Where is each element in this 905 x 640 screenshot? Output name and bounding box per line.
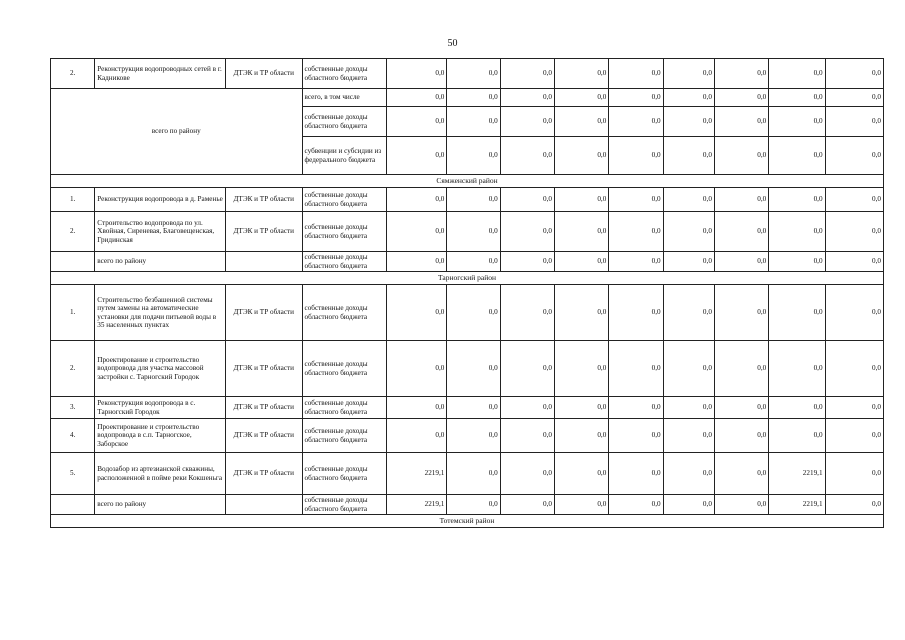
- value-cell: 0,0: [500, 137, 554, 175]
- district-name: Тарногский район: [51, 272, 884, 285]
- value-cell: 0,0: [769, 212, 825, 252]
- value-cell: 0,0: [500, 419, 554, 453]
- empty-cell: [226, 495, 302, 515]
- row-number: 2.: [51, 341, 95, 397]
- funding-source: собственные доходы областного бюджета: [302, 453, 387, 495]
- value-cell: 0,0: [714, 188, 768, 212]
- value-cell: 0,0: [554, 188, 608, 212]
- value-cell: 0,0: [825, 188, 883, 212]
- value-cell: 0,0: [447, 252, 500, 272]
- empty-cell: [51, 252, 95, 272]
- value-cell: 0,0: [825, 397, 883, 419]
- funding-source: собственные доходы областного бюджета: [302, 107, 387, 137]
- funding-source: субвенции и субсидии из федерального бюджета: [302, 137, 387, 175]
- value-cell: 0,0: [387, 419, 447, 453]
- value-cell: 0,0: [825, 495, 883, 515]
- value-cell: 0,0: [663, 285, 714, 341]
- value-cell: 0,0: [500, 285, 554, 341]
- funding-source: собственные доходы областного бюджета: [302, 495, 387, 515]
- row-number: 1.: [51, 188, 95, 212]
- value-cell: 0,0: [500, 495, 554, 515]
- value-cell: 0,0: [447, 107, 500, 137]
- value-cell: 0,0: [769, 419, 825, 453]
- funding-source: всего, в том числе: [302, 89, 387, 107]
- project-row: [51, 188, 884, 212]
- value-cell: 0,0: [769, 107, 825, 137]
- responsible-org: ДТЭК и ТР области: [226, 453, 302, 495]
- value-cell: 0,0: [663, 188, 714, 212]
- empty-cell: [51, 495, 95, 515]
- value-cell: 0,0: [714, 419, 768, 453]
- value-cell: 0,0: [769, 89, 825, 107]
- value-cell: 0,0: [714, 107, 768, 137]
- value-cell: 0,0: [714, 341, 768, 397]
- value-cell: 0,0: [500, 397, 554, 419]
- value-cell: 0,0: [554, 453, 608, 495]
- district-header-row: [51, 272, 884, 285]
- funding-source: собственные доходы областного бюджета: [302, 341, 387, 397]
- value-cell: 0,0: [554, 341, 608, 397]
- value-cell: 2219,1: [769, 453, 825, 495]
- value-cell: 0,0: [554, 89, 608, 107]
- project-name: Строительство водопровода по ул. Хвойная, Сиреневая, Благовещенская, Гридинская: [95, 212, 226, 252]
- district-header-row: [51, 175, 884, 188]
- value-cell: 0,0: [609, 137, 663, 175]
- value-cell: 0,0: [554, 137, 608, 175]
- value-cell: 0,0: [663, 397, 714, 419]
- responsible-org: ДТЭК и ТР области: [226, 397, 302, 419]
- value-cell: 0,0: [825, 453, 883, 495]
- value-cell: 0,0: [387, 188, 447, 212]
- responsible-org: ДТЭК и ТР области: [226, 419, 302, 453]
- row-number: 2.: [51, 212, 95, 252]
- value-cell: 0,0: [500, 59, 554, 89]
- value-cell: 0,0: [554, 285, 608, 341]
- responsible-org: ДТЭК и ТР области: [226, 341, 302, 397]
- row-number: 4.: [51, 419, 95, 453]
- value-cell: 0,0: [500, 212, 554, 252]
- value-cell: 0,0: [609, 495, 663, 515]
- district-total-row: [51, 89, 884, 107]
- value-cell: 0,0: [609, 212, 663, 252]
- total-label: всего по району: [51, 89, 303, 175]
- responsible-org: ДТЭК и ТР области: [226, 59, 302, 89]
- value-cell: 0,0: [663, 252, 714, 272]
- value-cell: 0,0: [609, 252, 663, 272]
- funding-source: собственные доходы областного бюджета: [302, 188, 387, 212]
- project-row: [51, 212, 884, 252]
- value-cell: 0,0: [447, 419, 500, 453]
- project-name: Реконструкция водопровода в с. Тарногский Городок: [95, 397, 226, 419]
- project-row: [51, 453, 884, 495]
- project-row: [51, 419, 884, 453]
- value-cell: 0,0: [663, 419, 714, 453]
- row-number: 3.: [51, 397, 95, 419]
- value-cell: 0,0: [714, 285, 768, 341]
- value-cell: 0,0: [825, 107, 883, 137]
- project-name: Строительство безбашенной системы путем замены на автоматические установки для подачи питьевой воды в 35 населенных пунктах: [95, 285, 226, 341]
- total-label: всего по району: [95, 495, 226, 515]
- project-name: Проектирование и строительство водопровода в с.п. Тарногское, Заборское: [95, 419, 226, 453]
- value-cell: 0,0: [825, 59, 883, 89]
- project-row: [51, 285, 884, 341]
- value-cell: 0,0: [387, 107, 447, 137]
- value-cell: 0,0: [714, 59, 768, 89]
- funding-source: собственные доходы областного бюджета: [302, 285, 387, 341]
- district-total-row: [51, 252, 884, 272]
- value-cell: 0,0: [825, 137, 883, 175]
- value-cell: 0,0: [609, 89, 663, 107]
- value-cell: 0,0: [387, 397, 447, 419]
- value-cell: 0,0: [714, 89, 768, 107]
- district-name: Тотемский район: [51, 515, 884, 528]
- budget-table: [50, 58, 884, 528]
- project-name: Проектирование и строительство водопровода для участка массовой застройки с. Тарногский Городок: [95, 341, 226, 397]
- value-cell: 0,0: [554, 419, 608, 453]
- value-cell: 0,0: [769, 397, 825, 419]
- value-cell: 0,0: [769, 252, 825, 272]
- value-cell: 0,0: [387, 212, 447, 252]
- value-cell: 0,0: [714, 137, 768, 175]
- value-cell: 0,0: [663, 107, 714, 137]
- value-cell: 0,0: [663, 495, 714, 515]
- value-cell: 0,0: [769, 285, 825, 341]
- value-cell: 0,0: [447, 397, 500, 419]
- responsible-org: ДТЭК и ТР области: [226, 188, 302, 212]
- value-cell: 0,0: [447, 188, 500, 212]
- value-cell: 0,0: [447, 495, 500, 515]
- funding-source: собственные доходы областного бюджета: [302, 212, 387, 252]
- value-cell: 0,0: [554, 107, 608, 137]
- row-number: 1.: [51, 285, 95, 341]
- value-cell: 0,0: [387, 59, 447, 89]
- value-cell: 0,0: [500, 107, 554, 137]
- page-number: 50: [447, 38, 458, 49]
- value-cell: 0,0: [609, 59, 663, 89]
- value-cell: 0,0: [500, 89, 554, 107]
- value-cell: 0,0: [825, 212, 883, 252]
- value-cell: 0,0: [609, 419, 663, 453]
- value-cell: 0,0: [663, 341, 714, 397]
- value-cell: 2219,1: [387, 453, 447, 495]
- value-cell: 0,0: [387, 252, 447, 272]
- value-cell: 0,0: [769, 188, 825, 212]
- value-cell: 0,0: [609, 397, 663, 419]
- value-cell: 0,0: [387, 285, 447, 341]
- district-total-row: [51, 495, 884, 515]
- value-cell: 0,0: [825, 285, 883, 341]
- value-cell: 0,0: [609, 107, 663, 137]
- value-cell: 0,0: [769, 137, 825, 175]
- value-cell: 0,0: [447, 212, 500, 252]
- district-header-row: [51, 515, 884, 528]
- value-cell: 0,0: [769, 59, 825, 89]
- value-cell: 0,0: [663, 137, 714, 175]
- value-cell: 0,0: [609, 188, 663, 212]
- value-cell: 0,0: [714, 495, 768, 515]
- value-cell: 0,0: [554, 212, 608, 252]
- value-cell: 0,0: [387, 137, 447, 175]
- responsible-org: ДТЭК и ТР области: [226, 285, 302, 341]
- value-cell: 0,0: [663, 212, 714, 252]
- value-cell: 0,0: [663, 89, 714, 107]
- value-cell: 0,0: [714, 397, 768, 419]
- value-cell: 0,0: [387, 341, 447, 397]
- total-label: всего по району: [95, 252, 226, 272]
- value-cell: 0,0: [609, 453, 663, 495]
- value-cell: 0,0: [500, 453, 554, 495]
- row-number: 2.: [51, 59, 95, 89]
- value-cell: 0,0: [447, 453, 500, 495]
- value-cell: 0,0: [714, 252, 768, 272]
- value-cell: 0,0: [447, 341, 500, 397]
- project-row: [51, 341, 884, 397]
- project-name: Водозабор из артезианской скважины, расположенной в пойме реки Кокшеньга: [95, 453, 226, 495]
- project-name: Реконструкция водопроводных сетей в г. Кадникове: [95, 59, 226, 89]
- value-cell: 0,0: [554, 397, 608, 419]
- value-cell: 0,0: [714, 453, 768, 495]
- value-cell: 0,0: [609, 341, 663, 397]
- value-cell: 0,0: [447, 137, 500, 175]
- value-cell: 0,0: [447, 89, 500, 107]
- value-cell: 0,0: [554, 252, 608, 272]
- district-name: Сямженский район: [51, 175, 884, 188]
- value-cell: 0,0: [825, 341, 883, 397]
- value-cell: 0,0: [387, 89, 447, 107]
- value-cell: 0,0: [609, 285, 663, 341]
- funding-source: собственные доходы областного бюджета: [302, 59, 387, 89]
- project-row: [51, 397, 884, 419]
- value-cell: 0,0: [825, 89, 883, 107]
- value-cell: 0,0: [663, 59, 714, 89]
- value-cell: 0,0: [447, 59, 500, 89]
- funding-source: собственные доходы областного бюджета: [302, 397, 387, 419]
- funding-source: собственные доходы областного бюджета: [302, 252, 387, 272]
- value-cell: 0,0: [769, 341, 825, 397]
- value-cell: 0,0: [825, 252, 883, 272]
- responsible-org: ДТЭК и ТР области: [226, 212, 302, 252]
- funding-source: собственные доходы областного бюджета: [302, 419, 387, 453]
- value-cell: 0,0: [500, 188, 554, 212]
- row-number: 5.: [51, 453, 95, 495]
- value-cell: 2219,1: [387, 495, 447, 515]
- empty-cell: [226, 252, 302, 272]
- value-cell: 2219,1: [769, 495, 825, 515]
- project-name: Реконструкция водопровода в д. Раменье: [95, 188, 226, 212]
- value-cell: 0,0: [554, 59, 608, 89]
- value-cell: 0,0: [554, 495, 608, 515]
- value-cell: 0,0: [500, 341, 554, 397]
- value-cell: 0,0: [500, 252, 554, 272]
- value-cell: 0,0: [714, 212, 768, 252]
- project-row: [51, 59, 884, 89]
- value-cell: 0,0: [447, 285, 500, 341]
- value-cell: 0,0: [663, 453, 714, 495]
- value-cell: 0,0: [825, 419, 883, 453]
